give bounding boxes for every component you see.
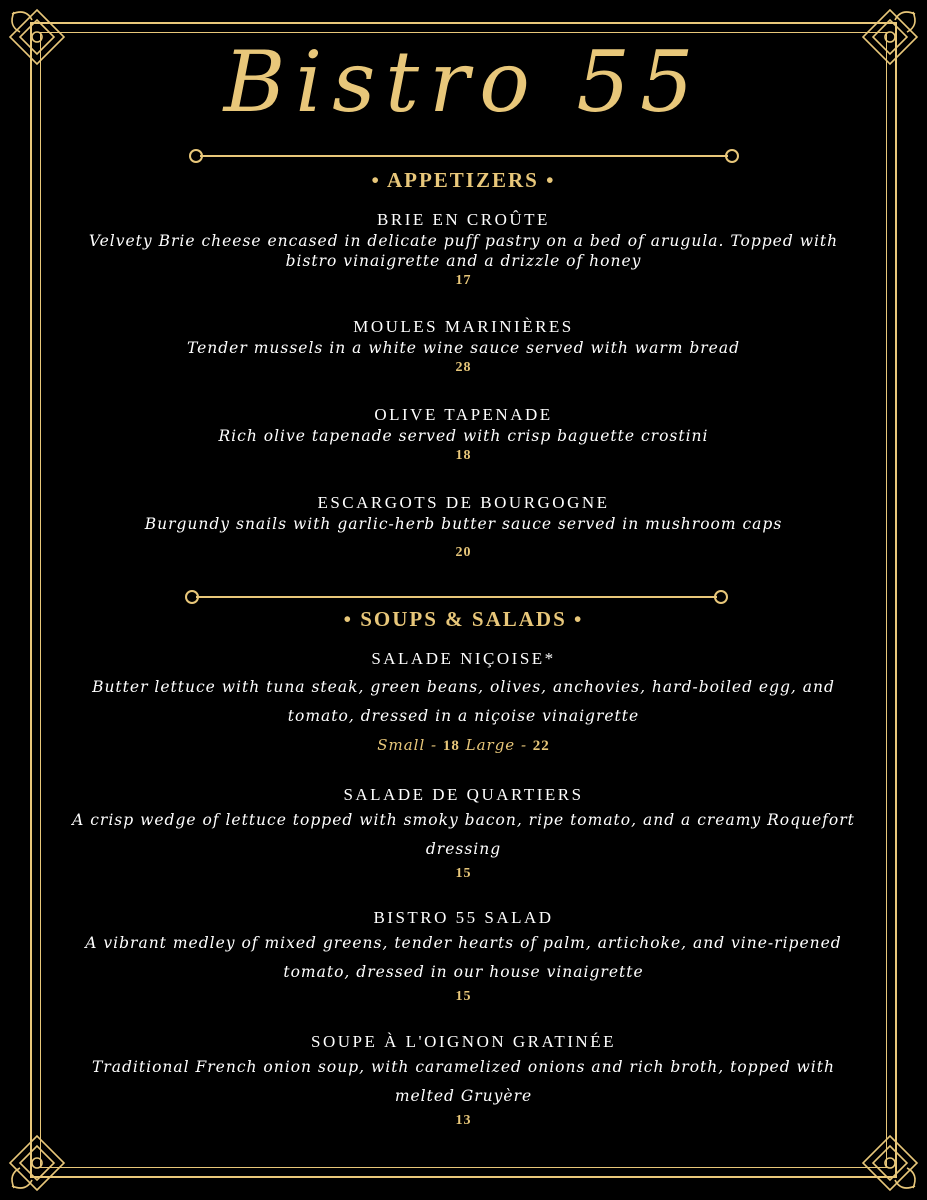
item-price: 28 — [455, 360, 472, 375]
price-small: 18 — [442, 738, 460, 754]
item-description: Rich olive tapenade served with crisp baguette crostini — [218, 427, 709, 445]
item-description: A crisp wedge of lettuce topped with smoky bacon, ripe tomato, and a creamy Roquefort dressing — [72, 811, 855, 858]
price-large: 22 — [532, 738, 550, 754]
section-heading-soups-salads: • SOUPS & SALADS • — [343, 607, 584, 631]
item-price: 15 — [455, 866, 472, 881]
menu-item — [50, 209, 877, 291]
item-price: 17 — [455, 273, 472, 288]
menu-item — [40, 907, 887, 1007]
menu-item — [50, 404, 877, 466]
item-name: SALADE DE QUARTIERS — [343, 785, 584, 804]
price-small-label: Small - — [377, 736, 443, 754]
item-name: MOULES MARINIÈRES — [353, 317, 574, 336]
menu-item — [40, 648, 887, 757]
menu-item — [40, 1031, 887, 1131]
item-description: Traditional French onion soup, with caramelized onions and rich broth, topped with melted Gruyère — [92, 1058, 835, 1105]
menu-item — [50, 316, 877, 378]
item-name: ESCARGOTS DE BOURGOGNE — [317, 493, 610, 512]
divider-middle — [184, 589, 729, 605]
item-name: OLIVE TAPENADE — [374, 405, 553, 424]
restaurant-title: Bistro 55 — [223, 33, 704, 131]
corner-ornament-icon — [859, 1132, 921, 1194]
item-description: Velvety Brie cheese encased in delicate puff pastry on a bed of arugula. Topped with bistro vinaigrette and a drizzle of honey — [88, 232, 839, 270]
item-description: A vibrant medley of mixed greens, tender hearts of palm, artichoke, and vine-ripened tomato, dressed in our house vinaigrette — [85, 934, 842, 981]
section-heading-appetizers: • APPETIZERS • — [371, 168, 556, 192]
corner-ornament-icon — [6, 1132, 68, 1194]
menu-item — [50, 492, 877, 563]
price-large-label: Large - — [459, 736, 533, 754]
item-name: SOUPE À L'OIGNON GRATINÉE — [311, 1032, 616, 1051]
item-description: Butter lettuce with tuna steak, green beans, olives, anchovies, hard-boiled egg, and tomato, dressed in a niçoise vinaigrette — [92, 678, 835, 725]
item-name: BRIE EN CROÛTE — [377, 210, 550, 229]
item-price: 13 — [455, 1113, 472, 1128]
item-price: 20 — [455, 545, 472, 560]
menu-item — [40, 784, 887, 884]
item-price: 18 — [455, 448, 472, 463]
item-description: Burgundy snails with garlic-herb butter sauce served in mushroom caps — [144, 515, 783, 533]
item-name: BISTRO 55 SALAD — [373, 908, 554, 927]
item-price: 15 — [455, 989, 472, 1004]
divider-top — [188, 148, 740, 164]
item-description: Tender mussels in a white wine sauce served with warm bread — [186, 339, 741, 357]
item-name: SALADE NIÇOISE* — [371, 649, 556, 668]
item-price — [40, 735, 887, 757]
